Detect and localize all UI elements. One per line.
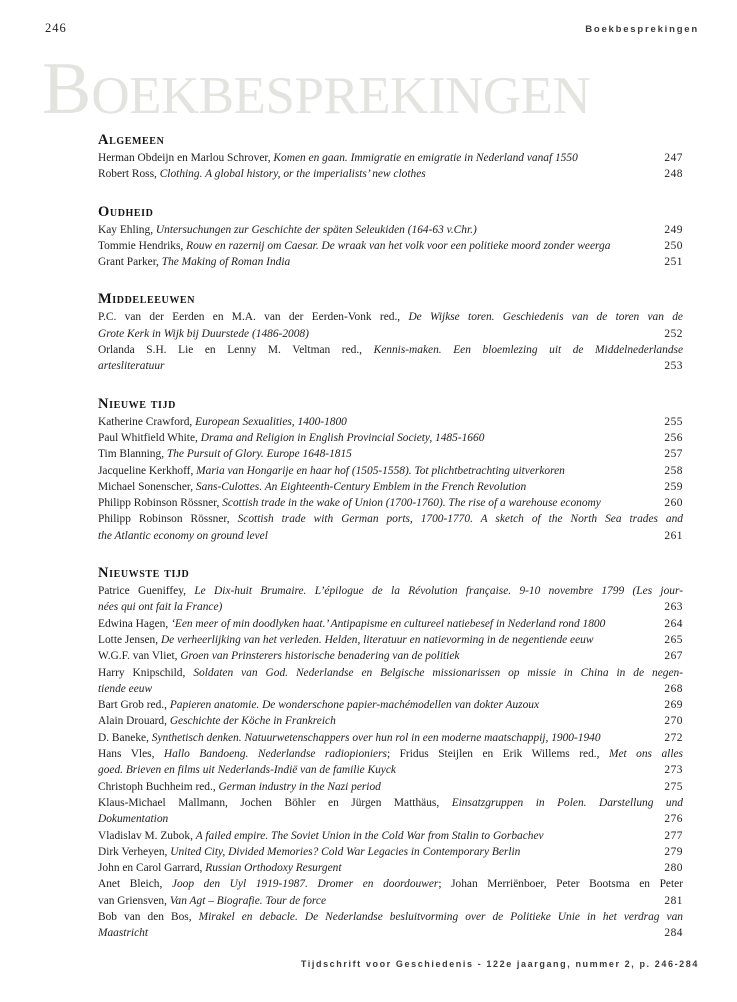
toc [98,131,683,942]
entry-text: Bob van den Bos, [98,910,199,923]
toc-line [98,528,683,544]
toc-entry [98,665,683,698]
page-number: 261 [664,529,683,542]
page-number: 269 [664,699,683,712]
entry-text: Maria van Hongarije en haar hof (1505-1558). Tot plichtbetrachting uitverkoren [196,464,565,477]
entry-text: De verheerlijking van het verleden. Helden, literatuur en natievorming in de negentiende eeuw [160,633,594,646]
toc-line [98,909,683,925]
section-title: Nieuwste tijd [98,565,190,582]
toc-line [98,730,683,746]
entry-text: Soldaten van God. Nederlandse en Belgische missionarissen op missie in China in de negen- [193,666,683,679]
toc-entry [98,746,683,779]
entry-text: Scottish trade in the wake of Union (1700-1760). The rise of a warehouse economy [222,497,601,510]
toc-entry [98,876,683,909]
toc-line [98,238,683,254]
entry-text: ; Fridus Steijlen en Erik Willems red., [386,748,609,761]
page-number: 253 [664,360,683,373]
page-number: 281 [664,894,683,907]
entry-text: Klaus-Michael Mallmann, Jochen Böhler en Jürgen Matthäus, [98,796,452,809]
entry-text: Maastricht [98,927,148,940]
toc-section [98,564,683,942]
toc-entry [98,583,683,616]
toc-entry [98,511,683,544]
toc-section [98,203,683,271]
running-header [45,21,699,36]
entry-text: ‘Een meer of min doodlyken haat.’ Antipapisme en cultureel natiebesef in Nederland rond 1800 [171,617,606,630]
entry-text: D. Baneke, [98,731,152,744]
toc-line [98,599,683,615]
entry-text: Grote Kerk in Wijk bij Duurstede (1486-2008) [98,327,309,340]
toc-entry [98,463,683,479]
entry-text: Komen en gaan. Immigratie en emigratie in Nederland vanaf 1550 [273,152,578,164]
entry-text: The Making of Roman India [161,256,291,269]
page-number: 264 [664,617,683,630]
entry-text: The Pursuit of Glory. Europe 1648-1815 [166,448,352,461]
entry-text: Dokumentation [98,813,169,826]
entry-text: Lotte Jensen, [98,633,161,646]
page-number: 267 [664,650,683,663]
entry-text: nées qui ont fait la France) [98,601,223,614]
page-number: 276 [664,813,683,826]
entry-text: Tim Blanning, [98,448,167,461]
entry-text: W.G.F. van Vliet, [98,650,181,663]
entry-text: European Sexualities, 1400-1800 [195,415,347,428]
toc-entry [98,648,683,664]
toc-entry [98,150,683,166]
entry-text: Philipp Robinson Rössner, [98,497,223,510]
toc-line [98,876,683,892]
entry-text: German industry in the Nazi period [218,780,381,793]
toc-entry [98,430,683,446]
entry-text: De Wijkse toren. Geschiedenis van de toren van de [408,311,683,324]
entry-text: Rouw en razernij om Caesar. De wraak van het volk voor een politieke moord zonder weerga [186,239,611,252]
toc-line [98,795,683,811]
toc-entry [98,446,683,462]
toc-line [98,811,683,827]
entry-text: Paul Whitfield White, [98,431,201,444]
entry-text: Untersuchungen zur Geschichte der späten Seleukiden (164-63 v.Chr.) [155,223,477,236]
page-number: 255 [664,415,683,428]
entry-text: Geschichte der Köche in Frankreich [169,715,336,728]
entry-text: Groen van Prinsterers historische benadering van de politiek [180,650,460,663]
toc-entry [98,414,683,430]
toc-entry [98,309,683,342]
toc-line [98,446,683,462]
page-number: 251 [664,256,683,269]
toc-line [98,511,683,527]
toc-line [98,326,683,342]
page-number: 280 [664,862,683,875]
page-number: 273 [664,764,683,777]
toc-line [98,697,683,713]
page-number: 272 [664,731,683,744]
entry-text: Hans Vles, [98,748,164,761]
toc-line [98,779,683,795]
entry-text: Orlanda S.H. Lie en Lenny M. Veltman red., [98,344,374,357]
toc-line [98,925,683,941]
toc-entry [98,342,683,375]
page-number: 247 [664,152,683,164]
entry-text: A failed empire. The Soviet Union in the Cold War from Stalin to Gorbachev [195,829,544,842]
toc-line [98,583,683,599]
toc-line [98,150,683,166]
entry-text: John en Carol Garrard, [98,862,206,875]
page-number: 277 [664,829,683,842]
toc-entry [98,495,683,511]
toc-line [98,414,683,430]
entry-text: van Griensven, [98,894,170,907]
toc-entry [98,222,683,238]
entry-text: Herman Obdeijn en Marlou Schrover, [98,152,274,164]
toc-line [98,342,683,358]
toc-entry [98,166,683,182]
running-title: Boekbesprekingen [585,24,699,35]
toc-line [98,616,683,632]
entry-text: Russian Orthodoxy Resurgent [205,862,342,875]
toc-line [98,358,683,374]
page-number: 263 [664,601,683,614]
page-number: 260 [664,497,683,510]
entry-text: Patrice Gueniffey, [98,585,195,598]
page-number: 284 [664,927,683,940]
toc-section [98,131,683,183]
entry-text: Grant Parker, [98,256,162,269]
entry-text: P.C. van der Eerden en M.A. van der Eerden-Vonk red., [98,311,409,324]
toc-entry [98,828,683,844]
toc-line [98,463,683,479]
page-number: 270 [664,715,683,728]
entry-text: Bart Grob red., [98,699,170,712]
entry-text: Christoph Buchheim red., [98,780,219,793]
toc-entry [98,860,683,876]
entry-text: Van Agt – Biografie. Tour de force [169,894,327,907]
footer-imprint: Tijdschrift voor Geschiedenis - 122e jaargang, nummer 2, p. 246-284 [300,959,699,969]
entry-text: Katherine Crawford, [98,415,196,428]
page-number: 250 [664,239,683,252]
toc-line [98,495,683,511]
toc-line [98,222,683,238]
entry-text: Tommie Hendriks, [98,239,187,252]
toc-line [98,860,683,876]
entry-text: Alain Drouard, [98,715,170,728]
toc-entry [98,254,683,270]
watermark-initial: B [42,48,92,130]
page-number: 252 [664,327,683,340]
page-number: 249 [664,223,683,236]
entry-text: Anet Bleich, [98,878,172,891]
toc-entry [98,844,683,860]
entry-text: Synthetisch denken. Natuurwetenschappers over hun rol in een moderne maatschappij, 1900-1940 [151,731,601,744]
toc-line [98,844,683,860]
toc-entry [98,713,683,729]
entry-text: Robert Ross, [98,168,160,181]
entry-text: the Atlantic economy on ground level [98,529,268,542]
toc-entry [98,697,683,713]
page-number: 265 [664,633,683,646]
entry-text: Jacqueline Kerkhoff, [98,464,197,477]
entry-text: Le Dix-huit Brumaire. L’épilogue de la Révolution française. 9-10 novembre 1799 (Les jour- [194,585,683,598]
page-number: 259 [664,480,683,493]
entry-text: ; Johan Merriënboer, Peter Bootsma en Peter [438,878,683,891]
toc-line [98,648,683,664]
toc-line [98,430,683,446]
toc-line [98,828,683,844]
entry-text: goed. Brieven en films uit Nederlands-Indië van de familie Kuyck [98,764,396,777]
toc-line [98,479,683,495]
toc-line [98,713,683,729]
page-number: 256 [664,431,683,444]
toc-entry [98,795,683,828]
entry-text: Mirakel en debacle. De Nederlandse besluitvorming over de Politieke Unie in het verdrag van [198,910,683,923]
entry-text: United City, Divided Memories? Cold War Legacies in Contemporary Berlin [170,845,521,858]
toc-line [98,254,683,270]
toc-entry [98,632,683,648]
toc-entry [98,238,683,254]
page-number: 268 [664,682,683,695]
entry-text: Vladislav M. Zubok, [98,829,196,842]
page-number-folio: 246 [45,21,67,35]
entry-text: Sans-Culottes. An Eighteenth-Century Emblem in the French Revolution [195,480,527,493]
entry-text: Michael Sonenscher, [98,480,196,493]
toc-entry [98,479,683,495]
toc-entry [98,779,683,795]
entry-text: Philipp Robinson Rössner, [98,513,238,526]
entry-text: Hallo Bandoeng. Nederlandse radiopioniers [163,748,387,761]
entry-text: Kennis-maken. Een bloemlezing uit de Middelnederlandse [373,344,683,357]
watermark-rest: OEKBESPREKINGEN [91,67,591,125]
entry-text: Drama and Religion in English Provincial Society, 1485-1660 [200,431,485,444]
toc-line [98,309,683,325]
page-number: 257 [664,448,683,461]
watermark-title [42,48,702,130]
entry-text: Kay Ehling, [98,223,156,236]
section-title: Nieuwe tijd [98,395,176,412]
section-title: Middeleeuwen [98,291,196,308]
section-title: Algemeen [98,132,165,148]
toc-line [98,166,683,182]
entry-text: Harry Knipschild, [98,666,194,679]
entry-text: artesliteratuur [98,360,165,373]
toc-section [98,395,683,544]
toc-entry [98,909,683,942]
entry-text: Dirk Verheyen, [98,845,171,858]
toc-line [98,632,683,648]
toc-line [98,746,683,762]
toc-section [98,290,683,374]
entry-text: Einsatzgruppen in Polen. Darstellung und [451,796,684,809]
entry-text: Joop den Uyl 1919-1987. Dromer en doordouwer [171,878,439,891]
page-number: 275 [664,780,683,793]
toc-line [98,762,683,778]
entry-text: Edwina Hagen, [98,617,172,630]
entry-text: Scottish trade with German ports, 1700-1770. A sketch of the North Sea trades and [237,513,683,526]
section-title: Oudheid [98,203,154,220]
entry-text: tiende eeuw [98,682,153,695]
entry-text: Met ons alles [608,748,683,761]
toc-line [98,681,683,697]
entry-text: Papieren anatomie. De wonderschone papier-machémodellen van dokter Auzoux [169,699,540,712]
page-number: 248 [664,168,683,181]
toc-line [98,665,683,681]
entry-text: Clothing. A global history, or the imperialists’ new clothes [159,168,426,181]
toc-line [98,893,683,909]
page-number: 258 [664,464,683,477]
toc-entry [98,730,683,746]
page-number: 279 [664,845,683,858]
toc-entry [98,616,683,632]
